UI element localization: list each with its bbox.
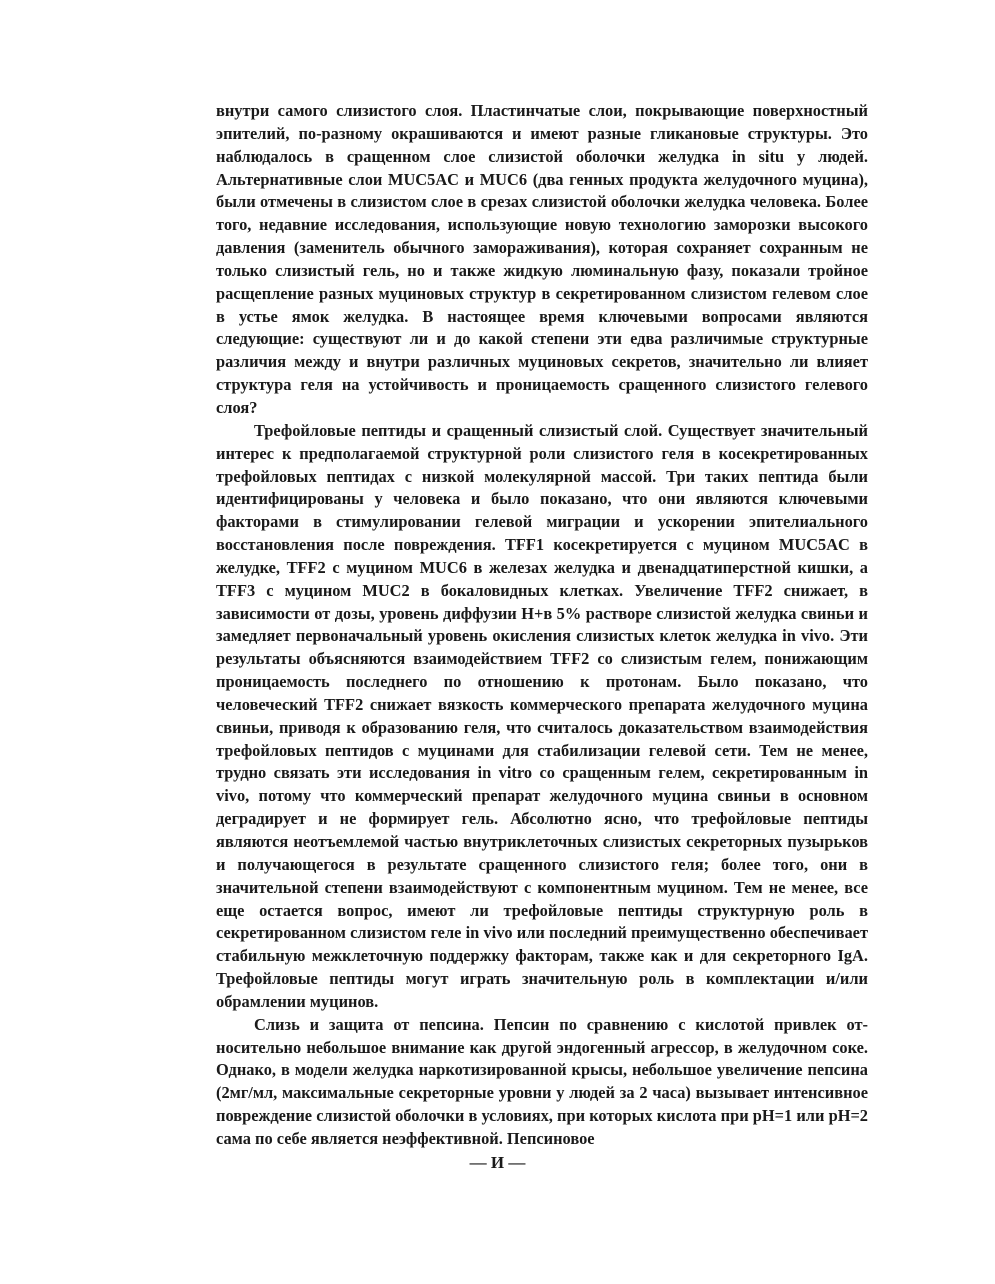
paragraph-pepsin-protection: Слизь и защита от пепсина. Пепсин по сравнению с кислотой привлек относительно небольшое внимание как другой эндогенный агрессор, в желудочном соке. Однако, в модели желудка наркотизированной крысы, небольшое увеличение пепсина (2мг/мл, максимальные секреторные уровни у людей за 2 часа) вызывает интенсивное повреждение слизистой оболочки в условиях, при которых кислота при pH=1 или pH=2 сама по себе является неэффективной. Пепсиновое <box>216 1014 868 1148</box>
paragraph-trefoil-peptides: Трефойловые пептиды и сращенный слизистый слой. Существует значительный интерес к предполагаемой структурной роли слизистого геля в косекретированных трефойловых пептидах с низкой молекулярной массой. Три таких пептида были идентифицированы у человека и было показано, что они являются ключевыми факторами в стимулировании гелевой миграции и ускорении эпителиального восстановления после повреждения. TFF1 косекретируется с муцином MUC5AC в желудке, TFF2 с муцином MUC6 в железах желудка и двенадцатиперстной кишки, а TFF3 с муцином MUC2 в бокаловидных клетках. Увеличение TFF2 снижает, в зависимости от дозы, уровень диффузии H+в 5% растворе слизистой желудка свиньи и замедляет первоначальный уровень окисления слизистых клеток желудка in vivo. Эти результаты объясняются взаимодействием TFF2 со слизистым гелем, понижающим проницаемость последнего по отношению к протонам. Было показано, что человеческий TFF2 снижает вязкость коммерческого препарата желудочного муцина свиньи, приводя к образованию геля, что считалось доказательством взаимодействия трефойловых пептидов с муцинами для стабилизации гелевой сети. Тем не менее, трудно связать эти исследования in vitro со сращенным гелем, секретированным in vivo, потому что коммерческий препарат желудочного муцина свиньи в основном деградирует и не формирует гель. Абсолютно ясно, что трефойловые пептиды являются неотъемлемой частью внутриклеточных слизистых секреторных пузырьков и получающегося в результате сращенного слизистого геля; более того, они в значительной степени взаимодействуют с компонентным муцином. Тем не менее, все еще остается вопрос, имеют ли трефойловые пептиды структурную роль в секретированном слизистом геле in vivo или последний преимущественно обеспечивает стабильную межклеточную поддержку факторам, также как и для секреторного IgA. Трефойловые пептиды могут играть значительную роль в комплектации и/или обрамлении муцинов. <box>216 420 868 1011</box>
page-number: — И — <box>469 1153 526 1172</box>
body-text <box>216 100 868 1151</box>
paragraph-mucus-layers: внутри самого слизистого слоя. Пластинчатые слои, покрывающие поверхностный эпителий, по-разному окрашиваются и имеют разные гликановые структуры. Это наблюдалось в сращенном слое слизистой оболочки желудка in situ у людей. Альтернативные слои MUC5AC и MUC6 (два генных продукта желудочного муцина), были отмечены в слизистом слое в срезах слизистой оболочки желудка человека. Более того, недавние исследования, использующие новую технологию заморозки высокого давления (заменитель обычного замораживания), которая сохраняет сохранным не только слизистый гель, но и также жидкую люминальную фазу, показали тройное расщепление разных муциновых структур в секретированном слизистом гелевом слое в устье ямок желудка. В настоящее время ключевыми вопросами являются следующие: существуют ли и до какой степени эти едва различимые структурные различия между и внутри различных муциновых секретов, значительно ли влияет структура геля на устойчивость и проницаемость сращенного слизистого гелевого слоя? <box>216 101 868 417</box>
